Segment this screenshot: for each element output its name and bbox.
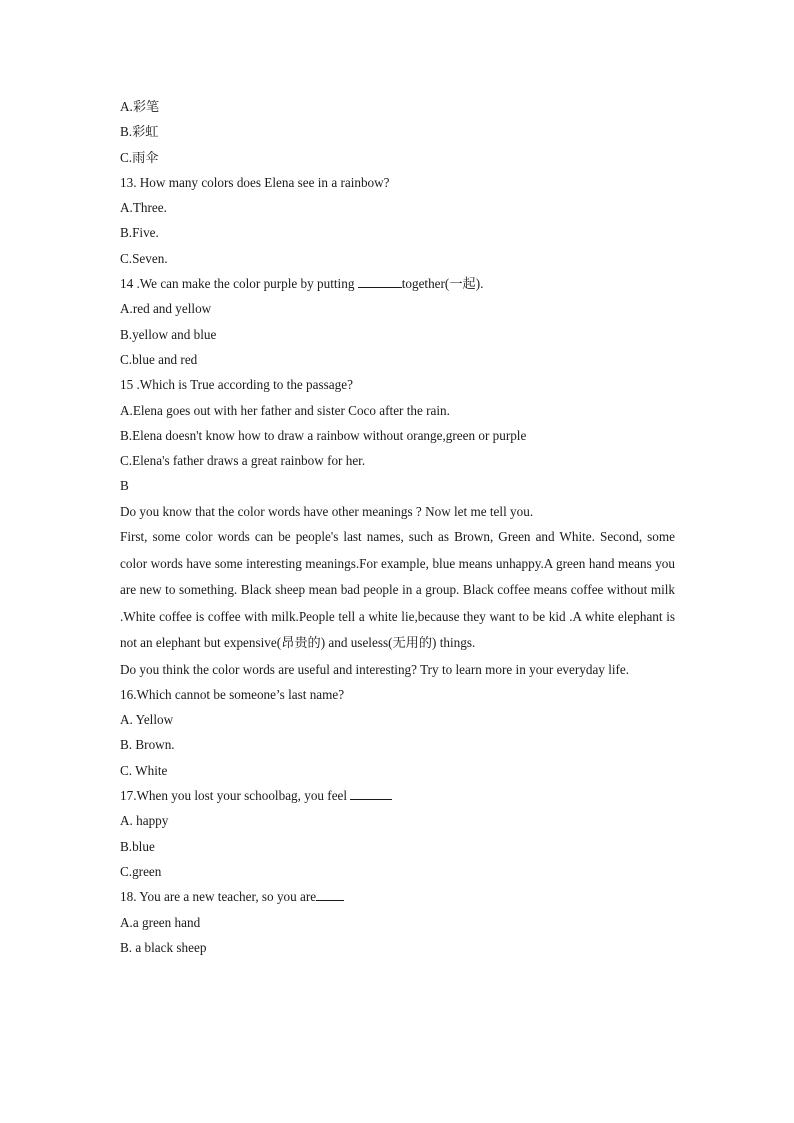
- q14-option-b: B.yellow and blue: [120, 326, 217, 342]
- q16-option-b: B. Brown.: [120, 737, 175, 753]
- question-17: [120, 783, 675, 808]
- passage-paragraph-2: Do you think the color words are useful and interesting? Try to learn more in your everyday life.: [120, 661, 630, 677]
- section-b-intro: Do you know that the color words have other meanings ? Now let me tell you.: [120, 503, 534, 519]
- q14-text-after: together(一起).: [401, 276, 484, 292]
- option-line: B.彩虹: [120, 124, 159, 140]
- q14-option-a: A.red and yellow: [120, 301, 212, 317]
- section-b-label: B: [120, 478, 129, 494]
- q14-option-c: C.blue and red: [120, 351, 198, 367]
- q18-text: 18. You are a new teacher, so you are: [120, 889, 317, 905]
- q16-option-c: C. White: [120, 762, 168, 778]
- answer-blank: [350, 785, 392, 800]
- option-line: A.彩笔: [120, 99, 160, 114]
- q17-text: 17.When you lost your schoolbag, you feel: [120, 788, 351, 804]
- question-16: 16.Which cannot be someone’s last name?: [120, 686, 345, 702]
- q16-option-a: A. Yellow: [120, 712, 174, 728]
- question-14: [120, 271, 675, 296]
- question-13: 13. How many colors does Elena see in a rainbow?: [120, 174, 390, 190]
- option-line: C.雨伞: [120, 149, 159, 165]
- answer-blank: [316, 886, 344, 901]
- q18-option-a: A.a green hand: [120, 914, 201, 930]
- question-18: [120, 884, 675, 909]
- q14-text-before: 14 .We can make the color purple by putting: [120, 276, 358, 292]
- q17-option-c: C.green: [120, 863, 162, 879]
- q15-option-a: A.Elena goes out with her father and sister Coco after the rain.: [120, 402, 450, 418]
- q13-option-b: B.Five.: [120, 225, 159, 241]
- passage-paragraph-1: First, some color words can be people's last names, such as Brown, Green and White. Second, some color words have some interesting meanings.For example, blue means unhappy.A green hand means you are new to something. Black sheep mean bad people in a group. Black coffee means coffee without milk .White coffee is coffee with milk.People tell a white lie,because they want to be kid .A white elephant is not an elephant but expensive(昂贵的) and useless(无用的) things.: [120, 529, 675, 651]
- q15-option-b: B.Elena doesn't know how to draw a rainbow without orange,green or purple: [120, 427, 527, 443]
- answer-blank: [358, 273, 402, 288]
- q13-option-c: C.Seven.: [120, 250, 168, 266]
- q17-option-b: B.blue: [120, 838, 155, 854]
- q13-option-a: A.Three.: [120, 200, 167, 216]
- q18-option-b: B. a black sheep: [120, 939, 207, 955]
- document-page: [120, 94, 675, 960]
- q17-option-a: A. happy: [120, 813, 169, 829]
- question-15: 15 .Which is True according to the passage?: [120, 377, 353, 393]
- q15-option-c: C.Elena's father draws a great rainbow for her.: [120, 453, 366, 469]
